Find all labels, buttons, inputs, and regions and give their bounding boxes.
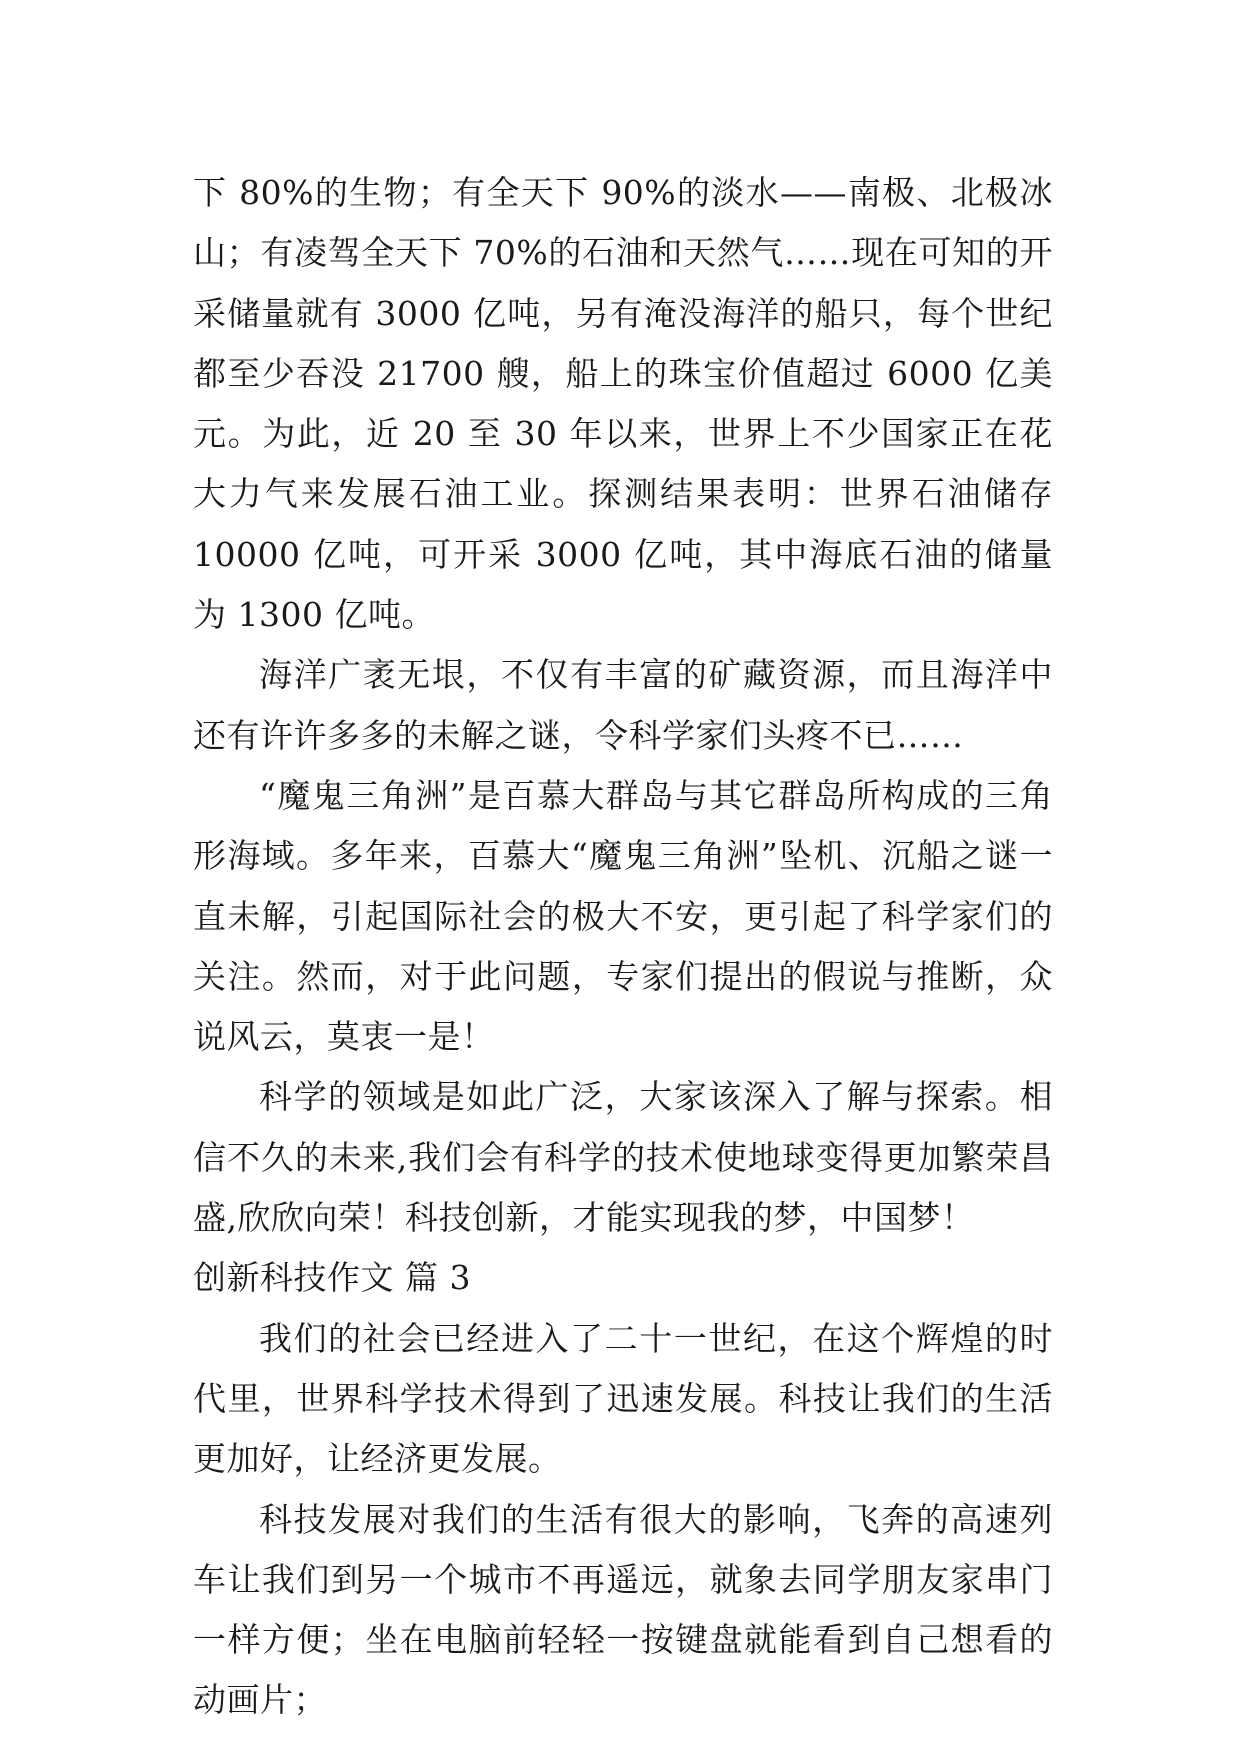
paragraph-technology-life: 科技发展对我们的生活有很大的影响，飞奔的高速列车让我们到另一个城市不再遥远，就象去同学朋友家串门一样方便；坐在电脑前轻轻一按键盘就能看到自己想看的动画片； [193,1499,1053,1720]
paragraph-ocean-mysteries: 海洋广袤无垠，不仅有丰富的矿藏资源，而且海洋中还有许许多多的未解之谜，令科学家们头疼不已…… [193,655,1053,755]
paragraph-twenty-first-century: 我们的社会已经进入了二十一世纪，在这个辉煌的时代里，世界科学技术得到了迅速发展。科技让我们的生活更加好，让经济更发展。 [193,1318,1053,1479]
section-heading: 创新科技作文 篇 3 [193,1258,471,1298]
paragraph-science-future: 科学的领域是如此广泛，大家该深入了解与探索。相信不久的未来,我们会有科学的技术使地球变得更加繁荣昌盛,欣欣向荣！科技创新，才能实现我的梦，中国梦！ [193,1077,1053,1238]
paragraph-bermuda-triangle: “魔鬼三角洲”是百慕大群岛与其它群岛所构成的三角形海域。多年来，百慕大“魔鬼三角洲”坠机、沉船之谜一直未解，引起国际社会的极大不安，更引起了科学家们的关注。然而，对于此问题，专家们提出的假说与推断，众说风云，莫衷一是！ [193,775,1053,1057]
paragraph-ocean-resources: 下 80%的生物；有全天下 90%的淡水——南极、北极冰山；有凌驾全天下 70%的石油和天然气……现在可知的开采储量就有 3000 亿吨，另有淹没海洋的船只，每个世纪都至少吞没 21700 艘，船上的珠宝价值超过 6000 亿美元。为此，近 20 至 30 年以来，世界上不少国家正在花大力气来发展石油工业。探测结果表明：世界石油储存 10000 亿吨，可开采 3000 亿吨，其中海底石油的储量为 1300 亿吨。 [193,173,1053,635]
document-body [193,163,1053,1731]
